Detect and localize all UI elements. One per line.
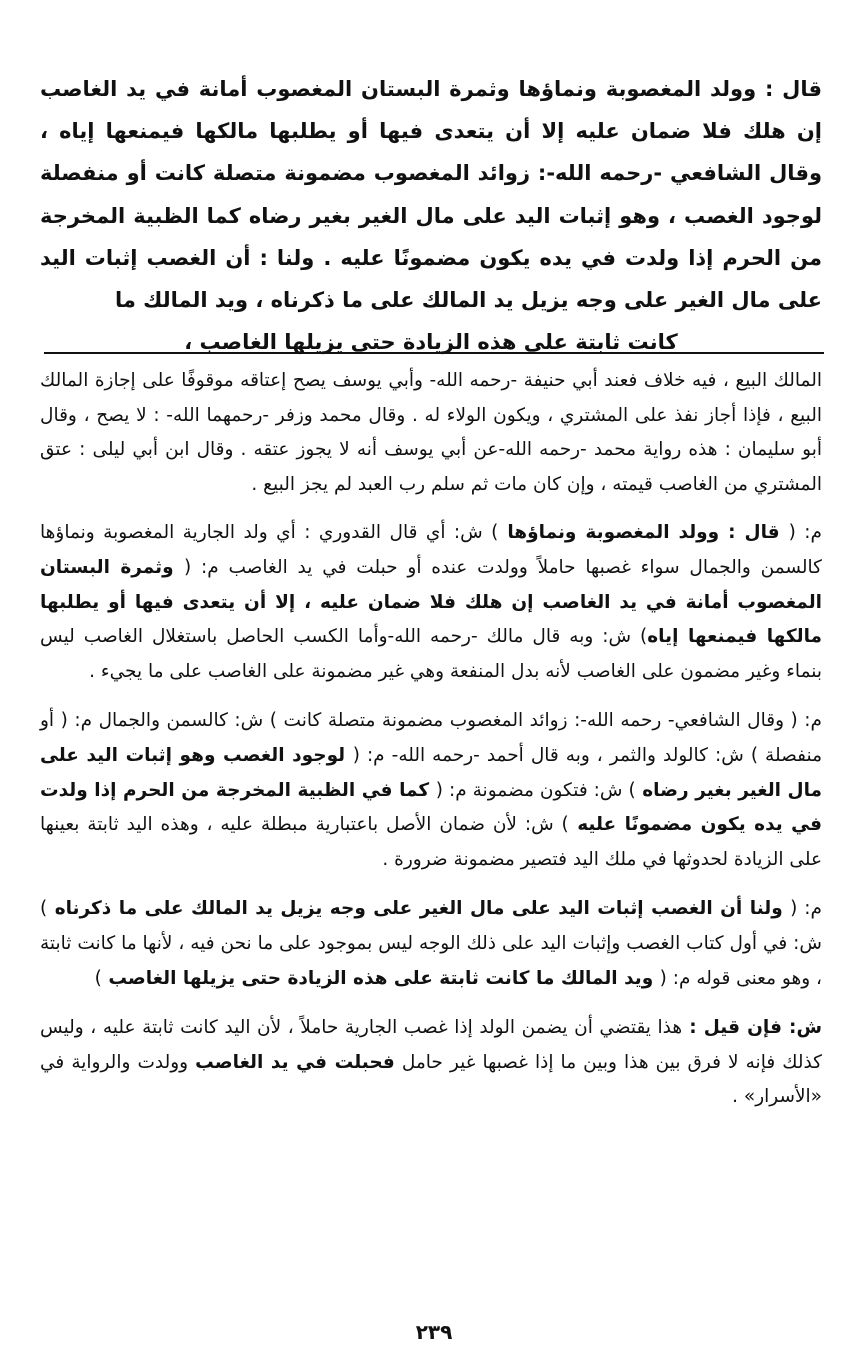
p3-part-c: ) ش: فتكون مضمونة م: ( <box>435 779 636 801</box>
matn-last-line: كانت ثابتة على هذه الزيادة حتى يزيلها الغاصب ، <box>184 330 678 355</box>
p2-quote-2: وثمرة البستان المغصوب أمانة في يد الغاصب إن هلك فلا ضمان عليه ، إلا أن يتعدى فيها أو يطلبها مالكها فيمنعها إياه <box>40 556 822 648</box>
matn-text <box>40 68 822 363</box>
p5-part-d: وولدت والرواية في «الأسرار» . <box>40 1051 822 1108</box>
p4-part-a: م: ( <box>790 898 822 920</box>
p4-part-c: ) ش: في أول كتاب الغصب وإثبات اليد على ذلك الوجه ليس بموجود على ما نحن فيه ، لأنها ما كانت ثابتة ، وهو معنى قوله م: ( <box>40 898 822 989</box>
commentary-paragraph-2 <box>40 516 822 689</box>
p5-part-c: فحبلت في يد الغاصب <box>195 1051 395 1073</box>
matn-body: قال : وولد المغصوبة ونماؤها وثمرة البستان المغصوب أمانة في يد الغاصب إن هلك فلا ضمان عليه إلا أن يتعدى فيها أو يطلبها مالكها فيمنعها إياه ، وقال الشافعي -رحمه الله-: زوائد المغصوب مضمونة متصلة كانت أو منفصلة لوجود الغصب ، وهو إثبات اليد على مال الغير بغير رضاه كما الظبية المخرجة من الحرم إذا ولدت في يده يكون مضمونًا عليه . ولنا : أن الغصب إثبات اليد على مال الغير على وجه يزيل يد المالك على ما ذكرناه ، ويد المالك ما <box>40 77 822 313</box>
p4-quote-1: ولنا أن الغصب إثبات اليد على مال الغير على وجه يزيل يد المالك على ما ذكرناه <box>47 898 791 920</box>
p3-quote-1: لوجود الغصب وهو إثبات اليد على مال الغير بغير رضاه <box>40 744 822 801</box>
p3-part-a: م: ( وقال الشافعي- رحمه الله-: زوائد المغصوب مضمونة متصلة كانت ) ش: كالسمن والجمال م: ( أو منفصلة ) ش: كالولد والثمر ، وبه قال أحمد -رحمه الله- م: ( <box>40 710 822 766</box>
footnote-divider <box>44 352 824 354</box>
p5-part-b: هذا يقتضي أن يضمن الولد إذا غصب الجارية حاملاً ، لأن اليد كانت ثابتة عليه ، وليس كذلك فإنه لا فرق بين هذا وبين ما إذا غصبها غير حامل <box>40 1017 822 1073</box>
p2-quote-1: قال : وولد المغصوبة ونماؤها <box>498 522 789 544</box>
p4-part-e: ) <box>94 967 102 989</box>
p3-part-e: ) ش: لأن ضمان الأصل باعتبارية مبطلة عليه ، وهذه اليد ثابتة بعينها على الزيادة لحدوثها في ملك اليد فتصير مضمونة ضرورة . <box>40 814 822 870</box>
p2-prefix: م: ( <box>788 522 822 544</box>
commentary-paragraph-5 <box>40 1011 822 1115</box>
p3-quote-2: كما في الظبية المخرجة من الحرم إذا ولدت في يده يكون مضمونًا عليه <box>40 779 822 836</box>
p2-tail: ) ش: وبه قال مالك -رحمه الله-وأما الكسب الحاصل باستغلال الغاصب ليس بنماء وغير مضمون على الغاصب لأنه بدل المنفعة وهي غير مضمونة على الغاصب على ما يجيء . <box>40 626 822 682</box>
p4-quote-2: ويد المالك ما كانت ثابتة على هذه الزيادة حتى يزيلها الغاصب <box>101 967 660 989</box>
commentary-paragraph-1 <box>40 364 822 502</box>
commentary-paragraph-4 <box>40 892 822 996</box>
paragraph-1-text: المالك البيع ، فيه خلاف فعند أبي حنيفة -رحمه الله- وأبي يوسف يصح إعتاقه موقوفًا على إجازة المالك البيع ، فإذا أجاز نفذ على المشتري ، ويكون الولاء له . وقال محمد وزفر -رحمهما الله- : لا يصح ، وقال أبو سليمان : هذه رواية محمد -رحمه الله-عن أبي يوسف أنه لا يجوز عتقه . وقال ابن أبي ليلى : عتق المشتري من الغاصب قيمته ، وإن كان مات ثم سلم رب العبد لم يجز البيع . <box>40 370 822 495</box>
p5-question-label: ش: فإن قيل : <box>682 1017 822 1039</box>
p2-explanation: ) ش: أي قال القدوري : أي ولد الجارية المغصوبة ونماؤها كالسمن والجمال سواء غصبها حاملاً وولدت عنده أو حبلت في يد الغاصب م: ( <box>40 522 822 578</box>
commentary-text <box>40 364 822 1130</box>
page-number: ٢٣٩ <box>415 1320 453 1344</box>
commentary-paragraph-3 <box>40 704 822 877</box>
